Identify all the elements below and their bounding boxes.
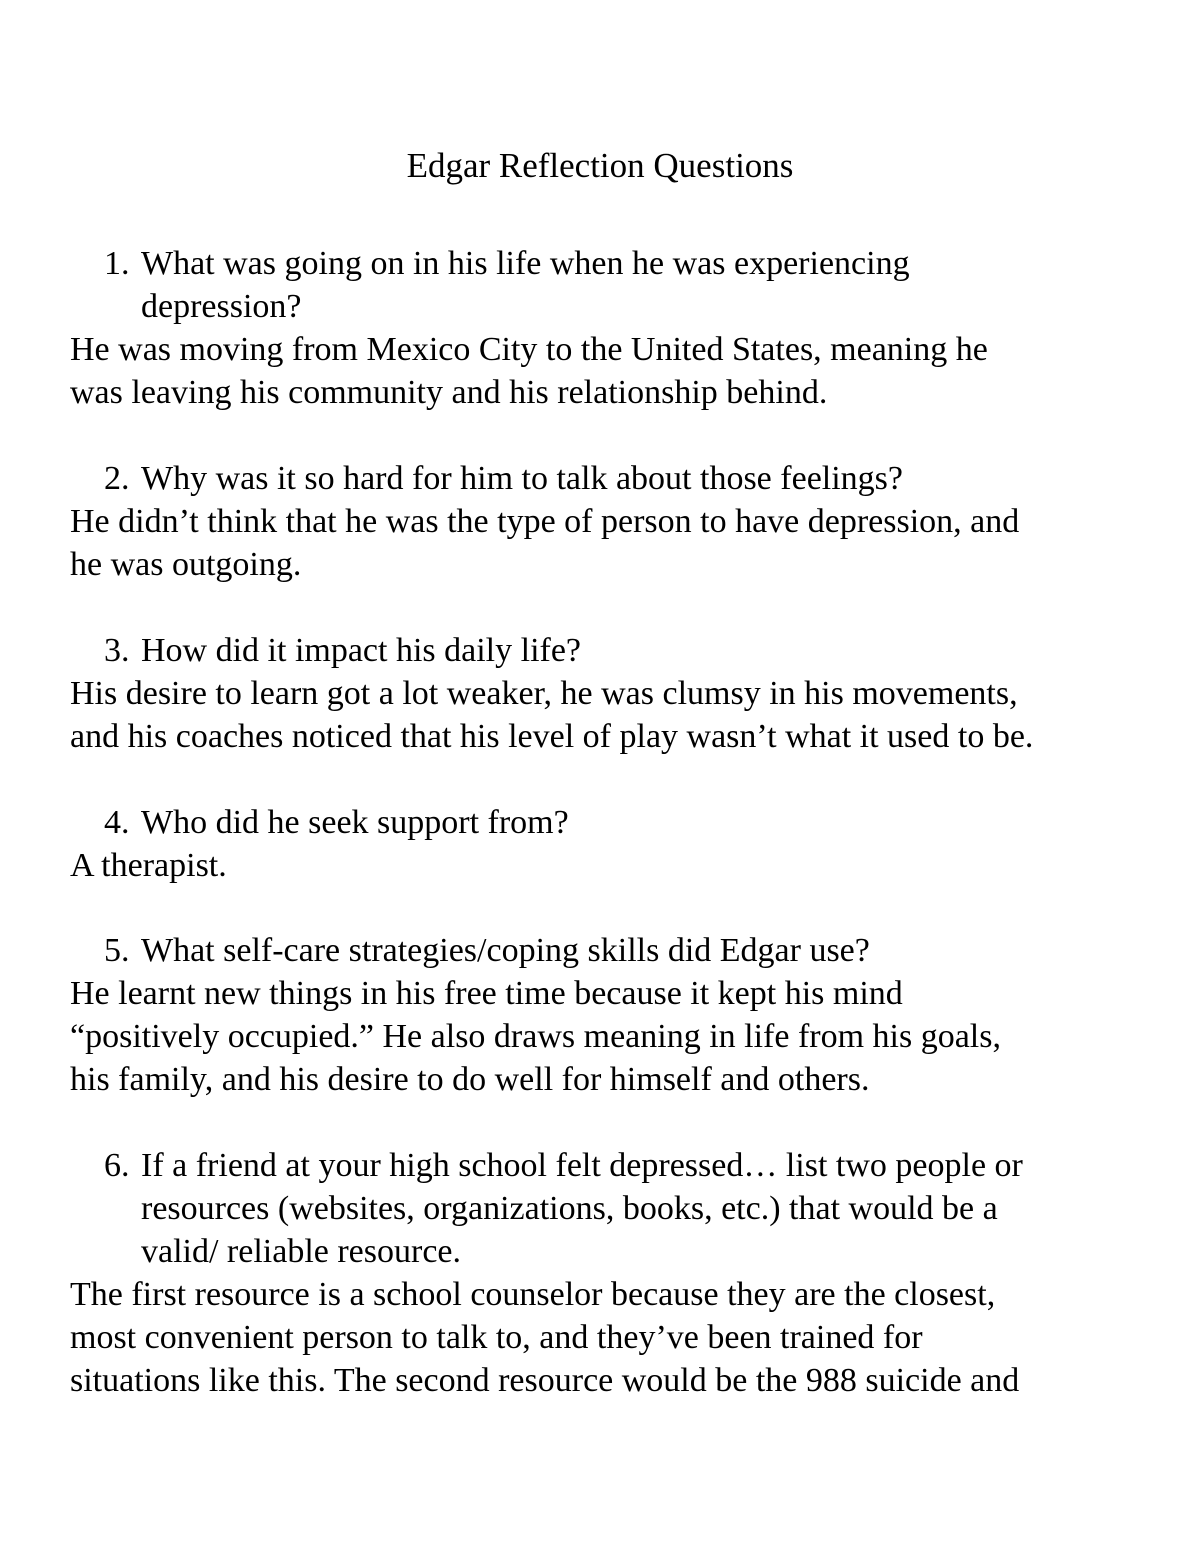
question-5 bbox=[104, 929, 870, 972]
question-number: 5. bbox=[104, 932, 130, 969]
question-text: If a friend at your high school felt depressed… list two people or bbox=[141, 1147, 1023, 1184]
answer-3 bbox=[70, 672, 1033, 758]
answer-text: A therapist. bbox=[70, 847, 227, 884]
question-text: valid/ reliable resource. bbox=[141, 1233, 462, 1270]
document-title: Edgar Reflection Questions bbox=[406, 146, 794, 185]
question-number: 6. bbox=[104, 1147, 130, 1184]
answer-text: “positively occupied.” He also draws meaning in life from his goals, bbox=[70, 1018, 1001, 1055]
question-number: 3. bbox=[104, 632, 130, 669]
question-text: What was going on in his life when he was experiencing bbox=[141, 245, 910, 282]
answer-text: most convenient person to talk to, and they’ve been trained for bbox=[70, 1319, 923, 1356]
question-3 bbox=[104, 629, 581, 672]
answer-6 bbox=[70, 1273, 1019, 1402]
question-6 bbox=[104, 1144, 1023, 1273]
answer-2 bbox=[70, 500, 1019, 586]
answer-text: The first resource is a school counselor because they are the closest, bbox=[70, 1276, 996, 1313]
question-number: 2. bbox=[104, 460, 130, 497]
answer-text: and his coaches noticed that his level of play wasn’t what it used to be. bbox=[70, 718, 1034, 755]
answer-text: He learnt new things in his free time because it kept his mind bbox=[70, 975, 903, 1012]
question-text: Who did he seek support from? bbox=[141, 804, 569, 841]
question-text: How did it impact his daily life? bbox=[141, 632, 582, 669]
answer-4 bbox=[70, 844, 227, 887]
question-number: 4. bbox=[104, 804, 130, 841]
answer-text: was leaving his community and his relationship behind. bbox=[70, 374, 828, 411]
answer-1 bbox=[70, 328, 988, 414]
answer-text: His desire to learn got a lot weaker, he was clumsy in his movements, bbox=[70, 675, 1018, 712]
question-1 bbox=[104, 242, 910, 328]
answer-5 bbox=[70, 972, 1001, 1101]
answer-text: his family, and his desire to do well for himself and others. bbox=[70, 1061, 870, 1098]
question-text: What self-care strategies/coping skills did Edgar use? bbox=[141, 932, 870, 969]
question-text: resources (websites, organizations, books, etc.) that would be a bbox=[141, 1190, 998, 1227]
answer-text: He didn’t think that he was the type of person to have depression, and bbox=[70, 503, 1020, 540]
question-text: Why was it so hard for him to talk about those feelings? bbox=[141, 460, 903, 497]
question-number: 1. bbox=[104, 245, 130, 282]
question-4 bbox=[104, 801, 569, 844]
answer-text: situations like this. The second resource would be the 988 suicide and bbox=[70, 1362, 1020, 1399]
question-2 bbox=[104, 457, 903, 500]
answer-text: He was moving from Mexico City to the United States, meaning he bbox=[70, 331, 988, 368]
answer-text: he was outgoing. bbox=[70, 546, 302, 583]
question-text: depression? bbox=[141, 288, 302, 325]
